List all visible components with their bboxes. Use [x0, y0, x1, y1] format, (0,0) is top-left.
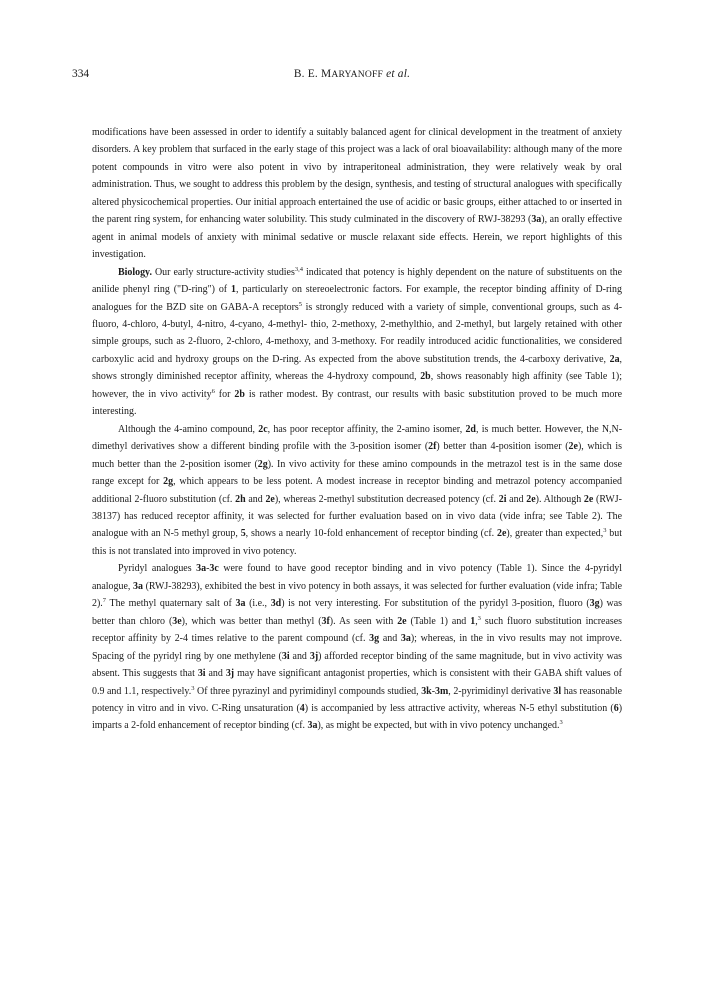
text-run: (RWJ-38293), exhibited the best in vivo potency in both assays, it was selected for — [142, 580, 477, 592]
text-run: but this is not translated into improved in vivo potency. — [92, 528, 623, 557]
text-run: methyl ( — [286, 615, 322, 627]
compound-label: 3a — [307, 720, 318, 732]
compound-label: 1 — [230, 284, 236, 296]
compound-label: 2h — [235, 493, 246, 505]
text-run: ). As seen with — [329, 615, 398, 627]
compound-label: 3d — [270, 598, 282, 610]
text-run: treatment of anxiety disorders. A key problem that surfaced in the early stage of this project was a lack of oral — [92, 127, 622, 156]
reference-superscript: 7 — [102, 597, 107, 605]
text-run: of substituents on the anilide phenyl ring ("D-ring") of — [92, 266, 622, 296]
text-run: For substitution of the pyridyl 3-position, fluoro ( — [384, 598, 590, 610]
text-run: receptor binding (cf. — [223, 720, 308, 732]
text-run: results with basic substitution proved to be much more interesting. — [92, 388, 623, 418]
compound-label: 2g — [163, 476, 174, 488]
text-run: with a variety of simple, conventional groups, such as 4-fluoro, 4-chloro, 4-butyl, 4-nitro, 4-cyano, 4-methyl- — [92, 301, 623, 330]
body-paragraph — [92, 264, 622, 421]
text-run: ) was better than chloro ( — [92, 598, 623, 627]
reference-superscript: 3 — [603, 527, 607, 535]
text-run: - — [431, 685, 436, 697]
text-run: administration, they were relatively weak by oral administration. Thus, we sought to address this problem by — [92, 161, 623, 191]
text-run: reduced receptor affinity, it was selected for further evaluation based on in vivo data (vide infra; see Table 2). — [141, 510, 603, 522]
text-run: , which appears to be less potent. — [173, 476, 313, 488]
text-run: ), which was better than — [181, 615, 283, 627]
compound-label: 3i — [281, 650, 290, 662]
compound-label: 3a — [400, 633, 411, 645]
text-run: , is much better. — [475, 423, 542, 435]
text-run: - — [206, 563, 210, 575]
compound-label: 2b — [420, 371, 431, 383]
text-run: and — [289, 650, 310, 662]
text-run: was absent. This suggests that — [92, 650, 623, 680]
compound-label: 3f — [321, 615, 330, 627]
text-run: ). Although — [535, 493, 584, 505]
text-run: ), — [506, 528, 513, 540]
text-run: were found to have good receptor binding and in vivo potency (Table 1). Since — [218, 563, 564, 575]
text-run: ), whereas 2-methyl substitution decreased potency (cf. — [274, 493, 499, 505]
text-run: the design, synthesis, and testing of structural analogues with specifically altered physicochemical properties. — [92, 179, 622, 208]
reference-superscript: 5 — [298, 300, 303, 308]
text-run: ); whereas, in the in vivo results may not improve. Spacing of the — [92, 633, 622, 662]
text-run: such fluoro substitution increases receptor affinity by 2-4 times — [92, 615, 622, 645]
text-run: has reasonable potency in vitro and in vivo. C-Ring unsaturation ( — [92, 685, 622, 714]
text-run: the 4-pyridyl analogue, — [92, 563, 623, 592]
text-run: (Table 1) and — [406, 615, 471, 627]
text-run: thio, 2-methoxy, 2-methylthio, and 2-methyl, but largely retained with other simple groups, such as 2-fluoro, — [92, 318, 622, 348]
article-body — [92, 124, 622, 735]
text-run: is strongly reduced — [302, 301, 384, 313]
text-run: ). In vivo activity for these — [267, 458, 379, 470]
compound-label: 3a — [531, 214, 542, 226]
text-run: , — [475, 615, 478, 627]
text-run: , shows — [430, 371, 462, 383]
compound-label: 3g — [589, 598, 600, 610]
text-run: than 4-position isomer ( — [469, 441, 569, 453]
compound-label: 2c — [258, 423, 268, 435]
body-paragraph — [92, 124, 622, 264]
compound-label: 3a — [133, 580, 143, 592]
text-run: derivative, — [563, 353, 610, 365]
text-run: amino compounds in the metrazol test is in the same dose range except for — [92, 458, 622, 488]
text-run: (RWJ-38137) has — [92, 493, 622, 522]
text-run: and — [379, 633, 401, 645]
compound-label: 3j — [225, 668, 235, 680]
compound-label: 2e — [526, 493, 536, 505]
compound-label: 6 — [613, 702, 619, 714]
text-run: accompanied by less attractive activity, whereas N-5 ethyl substitution ( — [321, 702, 614, 714]
text-run: indicated that potency is highly dependent on the nature — [302, 266, 533, 278]
text-run: , particularly on stereoelectronic factors. For example, — [235, 284, 460, 296]
text-run: Pyridyl analogues — [118, 563, 197, 575]
compound-label: Biology. — [118, 266, 152, 278]
text-run: ) afforded receptor binding of the same magnitude, but in vivo activity — [318, 650, 604, 662]
compound-label: 2e — [397, 615, 407, 627]
compound-label: 4 — [299, 702, 305, 714]
text-run: effective agent in animal models of anxiety with minimal sedative or muscle relaxant side effects. Herein, we — [92, 214, 623, 243]
compound-label: 2e — [497, 528, 507, 540]
text-run: further evaluation (vide infra; Table 2). — [92, 580, 622, 610]
text-run: modifications have been assessed in order to identify a suitably balanced agent for clinical development in the — [92, 127, 538, 138]
compound-label: 3k — [421, 685, 432, 697]
body-paragraph — [92, 421, 622, 561]
compound-label: 2d — [465, 423, 476, 435]
compound-label: 2i — [498, 493, 507, 505]
compound-label: 2g — [257, 458, 268, 470]
compound-label: 3g — [369, 633, 380, 645]
text-run: and — [205, 668, 226, 680]
text-run: ), an orally — [541, 214, 585, 226]
text-run: , shows a nearly 10-fold enhancement of receptor binding (cf. — [245, 528, 498, 540]
compound-label: 3a — [235, 598, 246, 610]
page-number: 334 — [72, 68, 90, 80]
text-run: ) is — [304, 702, 318, 714]
compound-label: 2a — [609, 353, 620, 365]
text-run: the receptor binding affinity of D-ring analogues for the BZD site on GABA-A receptors — [92, 284, 622, 313]
text-run: ) better — [436, 441, 467, 453]
text-run: ), as might be expected, but with in vivo potency unchanged. — [317, 720, 560, 732]
text-run: and — [506, 493, 527, 505]
text-run: for — [214, 388, 235, 400]
reference-superscript: 3,4 — [294, 265, 303, 273]
text-run: system, for enhancing water solubility. This study culminated in the discovery of RWJ-38293 ( — [152, 214, 532, 226]
text-run: , 2-pyrimidinyl derivative — [448, 685, 554, 697]
text-run: The methyl quaternary salt of — [106, 598, 236, 610]
text-run: ) imparts a 2-fold enhancement of — [92, 702, 623, 732]
text-run: Our early structure-activity studies — [151, 266, 295, 278]
text-run: The analogue with an N-5 methyl group, — [92, 510, 623, 540]
compound-label: 3m — [435, 685, 449, 697]
text-run: greater than expected, — [515, 528, 604, 540]
running-head-author: B. E. M — [293, 68, 332, 80]
reference-superscript: 6 — [211, 387, 215, 395]
text-run: relative to the parent compound (cf. — [216, 633, 370, 645]
running-head — [72, 68, 632, 80]
text-run: However, the N,N-dimethyl derivatives show a different binding profile with the 3-position isomer ( — [92, 423, 623, 453]
compound-label: 3e — [172, 615, 182, 627]
compound-label: 3j — [309, 650, 319, 662]
compound-label: 2e — [265, 493, 275, 505]
text-run: Although the 4-amino compound, — [118, 423, 259, 435]
text-run: may have significant antagonist properties, which is consistent with — [234, 668, 511, 680]
text-run: report highlights of this investigation. — [92, 231, 623, 261]
text-run: is rather modest. By contrast, our — [244, 388, 389, 400]
text-run: 2-chloro, 4-methoxy, and 3-methoxy. For readily introduced acidic functionalities, we considered carboxylic — [92, 336, 622, 365]
text-run: (i.e., — [245, 598, 271, 610]
text-run: pyridyl ring by one methylene ( — [153, 650, 282, 662]
reference-superscript: 3 — [191, 684, 195, 692]
reference-superscript: 3 — [477, 614, 481, 622]
compound-label: 3a — [196, 563, 207, 575]
page-header — [72, 68, 632, 84]
compound-label: 2e — [583, 493, 594, 505]
text-run: bioavailability: although many of the more potent compounds in vitro were also potent in vivo by intraperitoneal — [92, 144, 622, 173]
text-run: Of three pyrazinyl and pyrimidinyl compounds studied, — [194, 685, 419, 697]
compound-label: 3i — [197, 668, 206, 680]
compound-label: 3c — [209, 563, 219, 575]
text-run: , has poor receptor affinity, the 2-amino isomer, — [267, 423, 466, 435]
reference-superscript: 3 — [559, 719, 563, 727]
text-run: and — [245, 493, 266, 505]
compound-label: 2e — [568, 441, 578, 453]
body-paragraph — [92, 560, 622, 735]
compound-label: 3l — [553, 685, 562, 697]
running-head-author-smallcaps: ARYANOFF — [331, 69, 384, 80]
compound-label: 2b — [234, 388, 245, 400]
text-run: reasonably high affinity (see Table 1); however, the in vivo activity — [92, 371, 622, 400]
text-run: Our initial approach entertained the use of acidic or basic groups, either attached to or inserted in the parent ring — [92, 196, 622, 226]
text-run: ), which is much better than the 2-position isomer ( — [92, 441, 623, 470]
text-run: , shows strongly diminished receptor affinity, whereas the 4-hydroxy compound, — [92, 353, 623, 383]
compound-label: 5 — [240, 528, 246, 540]
text-run: ) is not very interesting. — [281, 598, 381, 610]
compound-label: 2f — [428, 441, 437, 453]
running-head-etal: et al. — [386, 68, 411, 80]
text-run: A modest increase in receptor binding and metrazol potency accompanied additional 2-fluoro substitution (cf. — [92, 476, 622, 505]
text-run: their GABA shift values of 0.9 and 1.1, respectively. — [92, 668, 622, 697]
text-run: acid and hydroxy groups on the D-ring. As expected from the above substitution trends, the 4-carboxy — [137, 353, 561, 365]
compound-label: 1 — [470, 615, 476, 627]
